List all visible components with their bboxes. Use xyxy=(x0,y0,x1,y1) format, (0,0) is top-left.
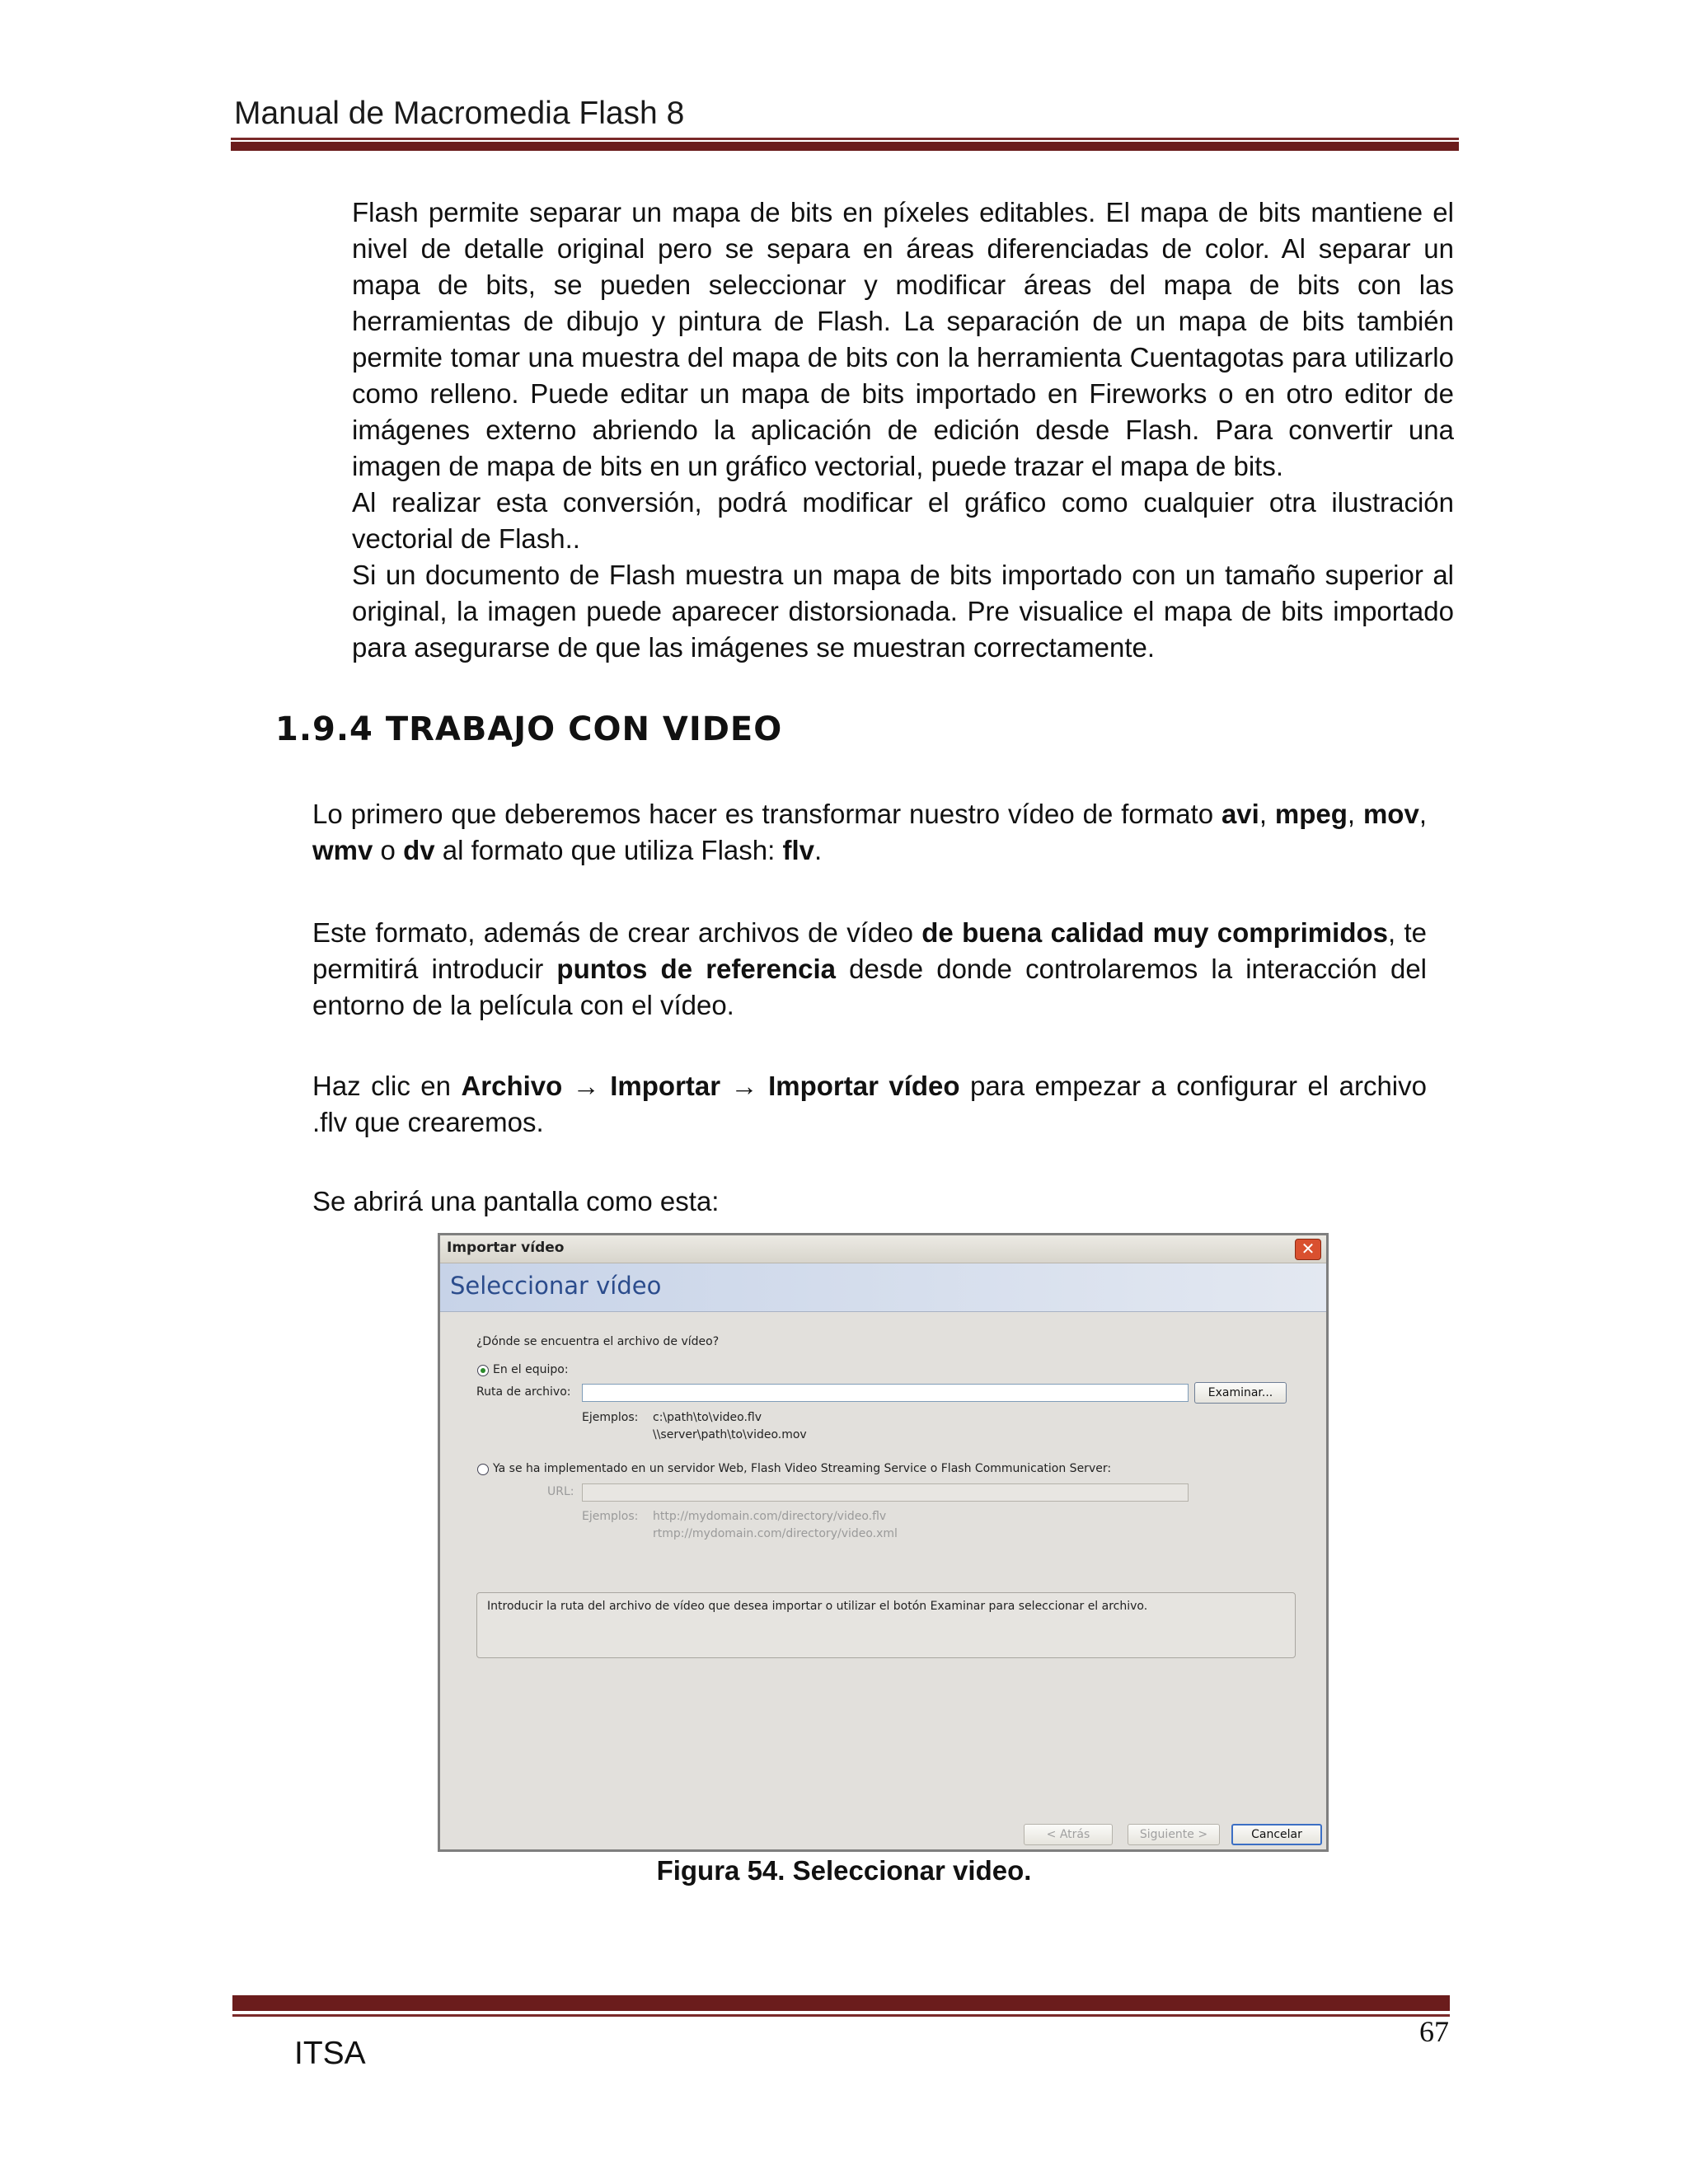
example-url: http://mydomain.com/directory/video.flv xyxy=(653,1510,887,1523)
url-input[interactable] xyxy=(582,1483,1189,1502)
bold-run: wmv xyxy=(312,835,373,865)
paragraph-flv-benefits xyxy=(312,915,1427,1024)
dialog-content xyxy=(440,1312,1326,1849)
text-run: Lo primero que deberemos hacer es transformar nuestro vídeo de formato xyxy=(312,799,1221,829)
path-input[interactable] xyxy=(582,1384,1189,1402)
figure-caption: Figura 54. Seleccionar video. xyxy=(656,1855,1032,1886)
bold-run: de buena calidad muy comprimidos xyxy=(921,917,1388,948)
dialog-titlebar xyxy=(440,1235,1326,1263)
url-label: URL: xyxy=(547,1485,574,1498)
bold-run: puntos de referencia xyxy=(556,954,836,984)
dialog-heading: Seleccionar vídeo xyxy=(450,1272,662,1300)
text-run: o xyxy=(373,835,404,865)
text-run: , xyxy=(1259,799,1275,829)
text-run: Haz clic en xyxy=(312,1071,462,1101)
bold-run: flv xyxy=(782,835,814,865)
text-run: desde donde controlaremos la interacción del entorno de la película con el vídeo. xyxy=(312,954,1428,1020)
text-run: Este formato, además de crear archivos de vídeo xyxy=(312,917,922,948)
browse-button[interactable]: Examinar... xyxy=(1194,1382,1287,1404)
bold-run: mov xyxy=(1362,799,1419,829)
page-number: 67 xyxy=(1419,2015,1449,2048)
text-run: para empezar a configurar el archivo .flv que crearemos. xyxy=(312,1071,1427,1137)
cancel-button[interactable]: Cancelar xyxy=(1231,1824,1322,1845)
radio-local[interactable] xyxy=(477,1365,489,1376)
footer-rule-thin xyxy=(232,2014,1450,2017)
header-rule-thick xyxy=(231,142,1459,151)
footer-org: ITSA xyxy=(294,2036,366,2071)
paragraph-menu-path xyxy=(312,1068,1427,1141)
info-box xyxy=(476,1592,1296,1658)
text-run: , te permitirá introducir xyxy=(312,917,1428,984)
example-url: rtmp://mydomain.com/directory/video.xml xyxy=(653,1527,898,1540)
intro-paragraph: Flash permite separar un mapa de bits en píxeles editables. El mapa de bits mantiene el nivel de detalle original pero se separa en áreas diferenciadas de color. Al separar un mapa de bits, se pueden seleccionar y modificar áreas del mapa de bits con las herramientas de dibujo y pintura de Flash. La separación de un mapa de bits también permite tomar una muestra del mapa de bits con la herramienta Cuentagotas para utilizarlo como relleno. Puede editar un mapa de bits importado en Fireworks o en otro editor de imágenes externo abriendo la aplicación de edición desde Flash. Para convertir una imagen de mapa de bits en un gráfico vectorial, puede trazar el mapa de bits. xyxy=(352,197,1454,481)
footer-rule-thick xyxy=(232,1995,1450,2011)
text-run: , xyxy=(1418,799,1427,829)
paragraph-intro-figure: Se abrirá una pantalla como esta: xyxy=(312,1186,720,1216)
radio-local-label: En el equipo: xyxy=(493,1363,569,1376)
text-run: al formato que utiliza Flash: xyxy=(434,835,783,865)
location-question: ¿Dónde se encuentra el archivo de vídeo? xyxy=(476,1335,720,1348)
bold-run: Importar vídeo xyxy=(768,1071,960,1101)
text-run: . xyxy=(814,835,823,865)
text-run: , xyxy=(1347,799,1363,829)
example-path: c:\path\to\video.flv xyxy=(653,1411,762,1424)
info-text: Introducir la ruta del archivo de vídeo que desea importar o utilizar el botón Examinar para seleccionar el archivo. xyxy=(487,1600,1148,1613)
section-heading: 1.9.4 TRABAJO CON VIDEO xyxy=(275,710,783,748)
examples-label: Ejemplos: xyxy=(582,1510,639,1523)
intro-text xyxy=(352,194,1454,666)
path-label: Ruta de archivo: xyxy=(476,1385,571,1399)
bold-run: dv xyxy=(403,835,435,865)
bold-run: Importar xyxy=(610,1071,721,1101)
radio-server[interactable] xyxy=(477,1464,489,1475)
arrow-glyph: → xyxy=(562,1071,611,1101)
bold-run: mpeg xyxy=(1274,799,1348,829)
close-icon[interactable]: ✕ xyxy=(1295,1239,1321,1260)
examples-label: Ejemplos: xyxy=(582,1411,639,1424)
dialog-title: Importar vídeo xyxy=(447,1240,565,1256)
paragraph-formats xyxy=(312,796,1427,869)
radio-server-label: Ya se ha implementado en un servidor Web, Flash Video Streaming Service o Flash Communication Server: xyxy=(493,1462,1112,1475)
bold-run: avi xyxy=(1221,799,1259,829)
back-button[interactable]: < Atrás xyxy=(1024,1824,1113,1845)
next-button[interactable]: Siguiente > xyxy=(1128,1824,1220,1845)
header-rule-thin xyxy=(231,138,1459,140)
arrow-glyph: → xyxy=(720,1071,769,1101)
bold-run: Archivo xyxy=(461,1071,563,1101)
intro-paragraph: Al realizar esta conversión, podrá modificar el gráfico como cualquier otra ilustración vectorial de Flash.. xyxy=(352,487,1454,554)
example-path: \\server\path\to\video.mov xyxy=(653,1428,807,1441)
intro-paragraph: Si un documento de Flash muestra un mapa de bits importado con un tamaño superior al original, la imagen puede aparecer distorsionada. Pre visualice el mapa de bits importado para asegurarse de que las imágenes se muestran correctamente. xyxy=(352,560,1454,663)
dialog-banner xyxy=(440,1263,1326,1312)
running-header: Manual de Macromedia Flash 8 xyxy=(234,96,685,131)
import-video-dialog xyxy=(438,1233,1329,1852)
